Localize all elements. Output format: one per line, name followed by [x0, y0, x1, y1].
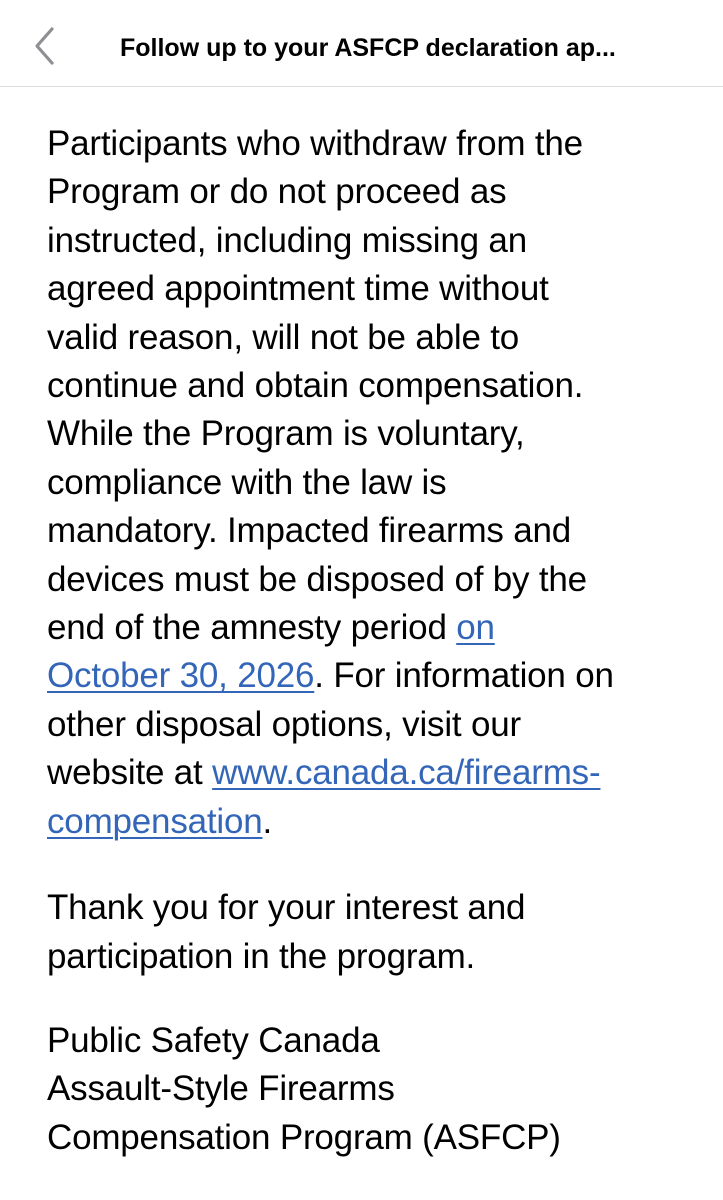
navigation-bar	[0, 0, 723, 87]
body-line: agreed appointment time without	[47, 269, 549, 309]
body-line: continue and obtain compensation.	[47, 366, 584, 406]
date-link[interactable]: on	[456, 608, 495, 648]
body-line	[47, 604, 697, 652]
body-line: instructed, including missing an	[47, 220, 527, 260]
body-line: mandatory. Impacted firearms and	[47, 511, 572, 551]
signature-line: Assault-Style Firearms	[47, 1069, 395, 1109]
body-line: other disposal options, visit our	[47, 704, 521, 744]
withdrawal-paragraph	[47, 120, 697, 846]
body-text: . For information on	[314, 656, 614, 696]
body-text: end of the amnesty period	[47, 608, 457, 648]
body-line: compliance with the law is	[47, 462, 447, 502]
body-line	[47, 749, 697, 797]
signature-line: Public Safety Canada	[47, 1020, 380, 1060]
body-line: Program or do not proceed as	[47, 172, 507, 212]
body-line	[47, 652, 697, 700]
body-text: website at	[47, 753, 213, 793]
body-line: valid reason, will not be able to	[47, 317, 520, 357]
email-body	[47, 120, 697, 1162]
body-line: While the Program is voluntary,	[47, 414, 525, 454]
body-line: participation in the program.	[47, 936, 476, 976]
back-button[interactable]	[22, 22, 66, 70]
body-line	[47, 798, 697, 846]
signature-line: Compensation Program (ASFCP)	[47, 1117, 561, 1157]
body-line: Thank you for your interest and	[47, 888, 526, 928]
chevron-left-icon	[33, 26, 55, 66]
compensation-website-link[interactable]: compensation	[47, 801, 263, 841]
body-text: .	[262, 801, 273, 841]
compensation-website-link[interactable]: www.canada.ca/firearms-	[212, 753, 601, 793]
date-link[interactable]: October 30, 2026	[47, 656, 315, 696]
email-subject-title: Follow up to your ASFCP declaration ap...	[120, 34, 616, 62]
body-line: devices must be disposed of by the	[47, 559, 587, 599]
thanks-paragraph	[47, 884, 697, 981]
signature-block	[47, 1017, 697, 1162]
body-line: Participants who withdraw from the	[47, 124, 583, 163]
